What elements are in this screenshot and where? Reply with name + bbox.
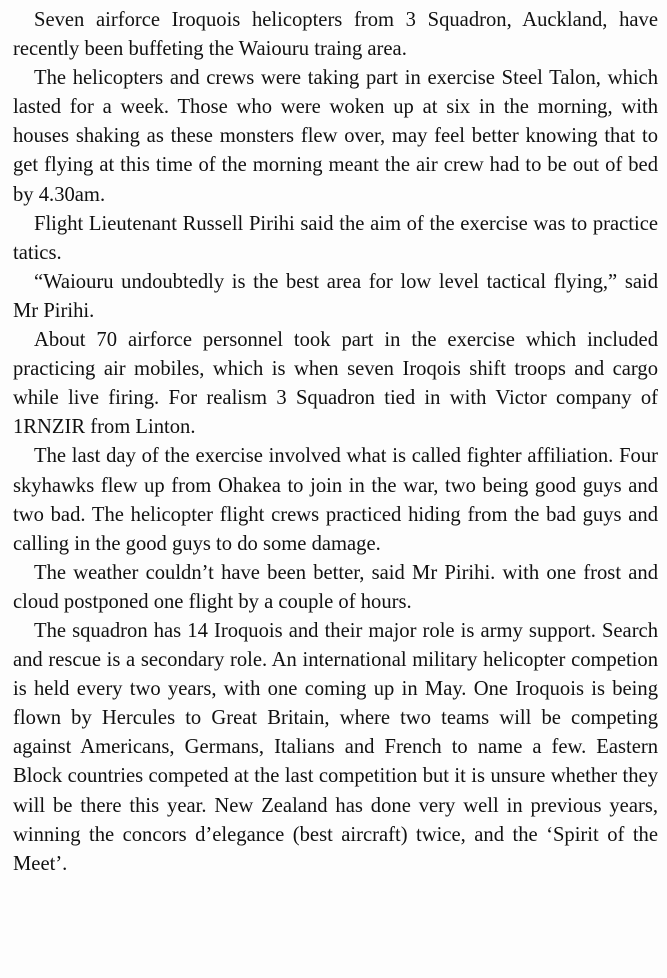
paragraph-squadron-role: The squadron has 14 Iroquois and their major role is army support. Search and rescue is a secondary role. An international military helicopter competion is held every two years, with one coming up in May. One Iroquois is being flown by Hercules to Great Britain, where two teams will be competing against Americans, Germans, Italians and French to name a few. Eastern Block countries competed at the last competition but it is unsure whether they will be there this year. New Zealand has done very well in previous years, winning the concors d’elegance (best aircraft) twice, and the ‘Spirit of the Meet’.	[13, 619, 658, 875]
paragraph-fighter-affiliation: The last day of the exercise involved what is called fighter affiliation. Four skyhawks flew up from Ohakea to join in the war, two being good guys and two bad. The helicopter flight crews practiced hiding from the bad guys and calling in the good guys to do some damage.	[13, 445, 658, 555]
paragraph-quote: “Waiouru undoubtedly is the best area for low level tactical flying,” said Mr Pirihi.	[13, 270, 658, 322]
article-body	[13, 6, 658, 879]
paragraph-aim: Flight Lieutenant Russell Pirihi said the aim of the exercise was to practice tatics.	[13, 212, 658, 264]
paragraph-personnel: About 70 airforce personnel took part in the exercise which included practicing air mobiles, which is when seven Iroqois shift troops and cargo while live firing. For realism 3 Squadron tied in with Victor company of 1RNZIR from Linton.	[13, 329, 658, 439]
paragraph-intro: Seven airforce Iroquois helicopters from 3 Squadron, Auckland, have recently been buffeting the Waiouru traing area.	[13, 9, 658, 61]
paragraph-exercise-steel-talon: The helicopters and crews were taking part in exercise Steel Talon, which lasted for a week. Those who were woken up at six in the morning, with houses shaking as these monsters flew over, may feel better knowing that to get flying at this time of the morning meant the air crew had to be out of bed by 4.30am.	[13, 67, 658, 206]
paragraph-weather: The weather couldn’t have been better, said Mr Pirihi. with one frost and cloud postponed one flight by a couple of hours.	[13, 561, 658, 613]
